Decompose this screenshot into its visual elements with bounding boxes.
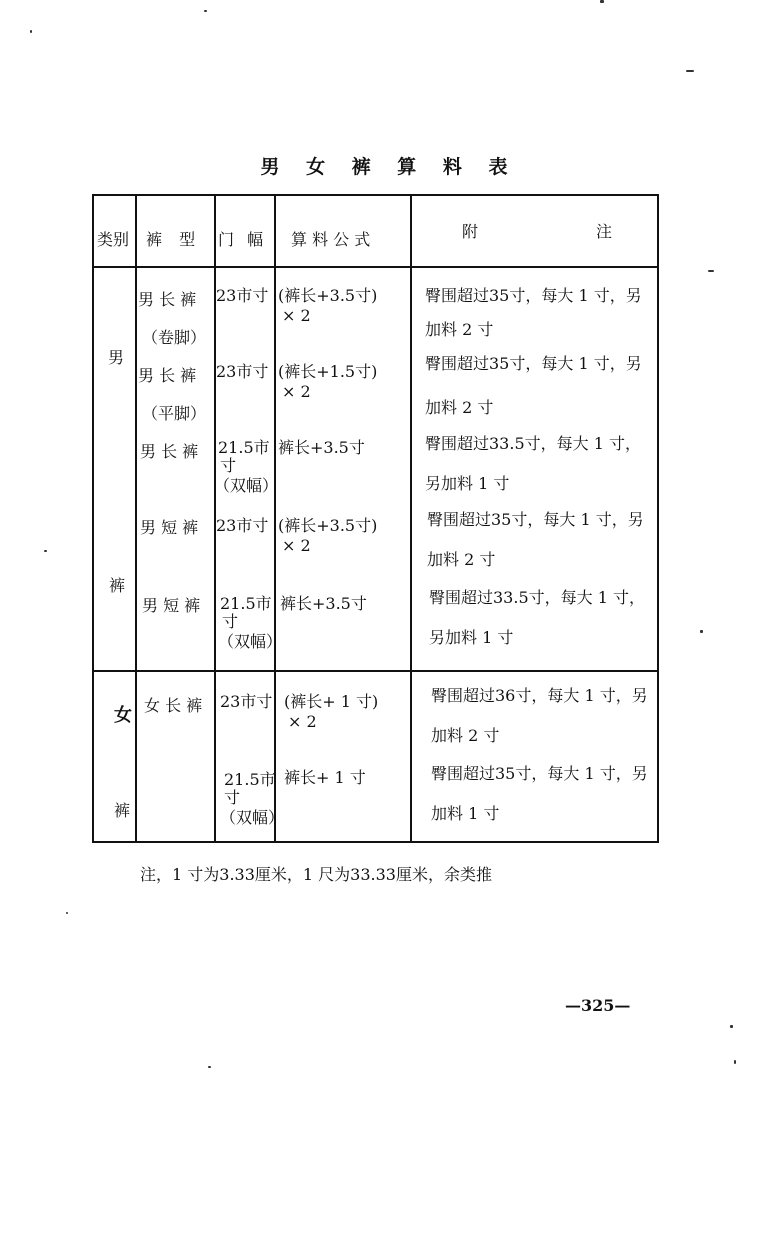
scan-speck <box>700 630 703 633</box>
row4-note: 臀围超过35寸，每大 1 寸，另 <box>427 510 644 529</box>
row3-width: 21.5市 <box>218 438 270 457</box>
scan-speck <box>44 550 47 552</box>
header-note-b: 注 <box>596 222 613 241</box>
footnote: 注，1 寸为3.33厘米，1 尺为33.33厘米，余类推 <box>140 865 492 884</box>
row1-note: 臀围超过35寸，每大 1 寸，另 <box>425 286 642 305</box>
row6-formula-sub: × 2 <box>288 712 317 731</box>
scan-speck <box>600 0 604 3</box>
row2-note-sub: 加料 2 寸 <box>425 398 494 417</box>
row3-note: 臀围超过33.5寸，每大 1 寸， <box>425 434 641 453</box>
row3-width-sub2: （双幅） <box>214 476 279 495</box>
row3-formula: 裤长+3.5寸 <box>278 438 365 457</box>
scan-speck <box>66 912 68 914</box>
row7-note-sub: 加料 1 寸 <box>431 804 500 823</box>
group-women-label-b: 裤 <box>114 801 131 820</box>
row3-width-sub: 寸 <box>220 456 237 475</box>
row6-formula: (裤长+ 1 寸) <box>284 692 379 711</box>
row3-type: 男 长 裤 <box>140 442 199 461</box>
row6-note-sub: 加料 2 寸 <box>431 726 500 745</box>
row7-formula: 裤长+ 1 寸 <box>284 768 366 787</box>
header-formula: 算 料 公 式 <box>291 230 371 249</box>
row5-width-sub2: （双幅） <box>218 632 283 651</box>
row7-width: 21.5市 <box>224 770 276 789</box>
row4-note-sub: 加料 2 寸 <box>427 550 496 569</box>
row5-type: 男 短 裤 <box>142 596 201 615</box>
col-divider <box>410 196 412 841</box>
fabric-table <box>92 194 659 843</box>
scan-speck <box>204 10 207 12</box>
row1-formula-sub: × 2 <box>282 306 311 325</box>
row1-note-sub: 加料 2 寸 <box>425 320 494 339</box>
row4-width: 23市寸 <box>216 516 269 535</box>
header-category: 类别 <box>97 230 130 249</box>
table-title: 男 女 裤 算 料 表 <box>260 156 518 178</box>
row6-width: 23市寸 <box>220 692 273 711</box>
header-note-a: 附 <box>462 222 479 241</box>
row6-note: 臀围超过36寸，每大 1 寸，另 <box>431 686 648 705</box>
header-divider <box>94 266 657 268</box>
group-divider <box>94 670 657 672</box>
row7-width-sub: 寸 <box>224 788 241 807</box>
row4-formula-sub: × 2 <box>282 536 311 555</box>
row4-type: 男 短 裤 <box>140 518 199 537</box>
row1-type-sub: （卷脚） <box>142 328 207 347</box>
page-number: —325— <box>565 996 631 1015</box>
group-men-label-a: 男 <box>108 348 125 367</box>
col-divider <box>135 196 137 841</box>
scan-speck <box>734 1060 736 1064</box>
header-width: 门 幅 <box>218 230 268 249</box>
col-divider <box>274 196 276 841</box>
scan-speck <box>208 1066 211 1068</box>
row5-note: 臀围超过33.5寸，每大 1 寸， <box>429 588 645 607</box>
row6-type: 女 长 裤 <box>144 696 203 715</box>
row5-note-sub: 另加料 1 寸 <box>429 628 514 647</box>
group-men-label-b: 裤 <box>109 576 126 595</box>
row5-width-sub: 寸 <box>222 612 239 631</box>
scan-speck <box>708 270 714 272</box>
header-type: 裤 型 <box>146 230 202 249</box>
scan-speck <box>730 1025 733 1028</box>
row1-formula: (裤长+3.5寸) <box>278 286 378 305</box>
row5-width: 21.5市 <box>220 594 272 613</box>
row2-width: 23市寸 <box>216 362 269 381</box>
row1-type: 男 长 裤 <box>138 290 197 309</box>
row7-width-sub2: （双幅） <box>220 808 285 827</box>
row2-formula-sub: × 2 <box>282 382 311 401</box>
scan-speck <box>30 30 32 33</box>
row4-formula: (裤长+3.5寸) <box>278 516 378 535</box>
row2-note: 臀围超过35寸，每大 1 寸，另 <box>425 354 642 373</box>
row2-type-sub: （平脚） <box>142 404 207 423</box>
row5-formula: 裤长+3.5寸 <box>280 594 367 613</box>
scan-speck <box>686 70 694 72</box>
row3-note-sub: 另加料 1 寸 <box>425 474 510 493</box>
row2-formula: (裤长+1.5寸) <box>278 362 378 381</box>
row1-width: 23市寸 <box>216 286 269 305</box>
row7-note: 臀围超过35寸，每大 1 寸，另 <box>431 764 648 783</box>
group-women-label-a: 女 <box>114 705 132 726</box>
row2-type: 男 长 裤 <box>138 366 197 385</box>
